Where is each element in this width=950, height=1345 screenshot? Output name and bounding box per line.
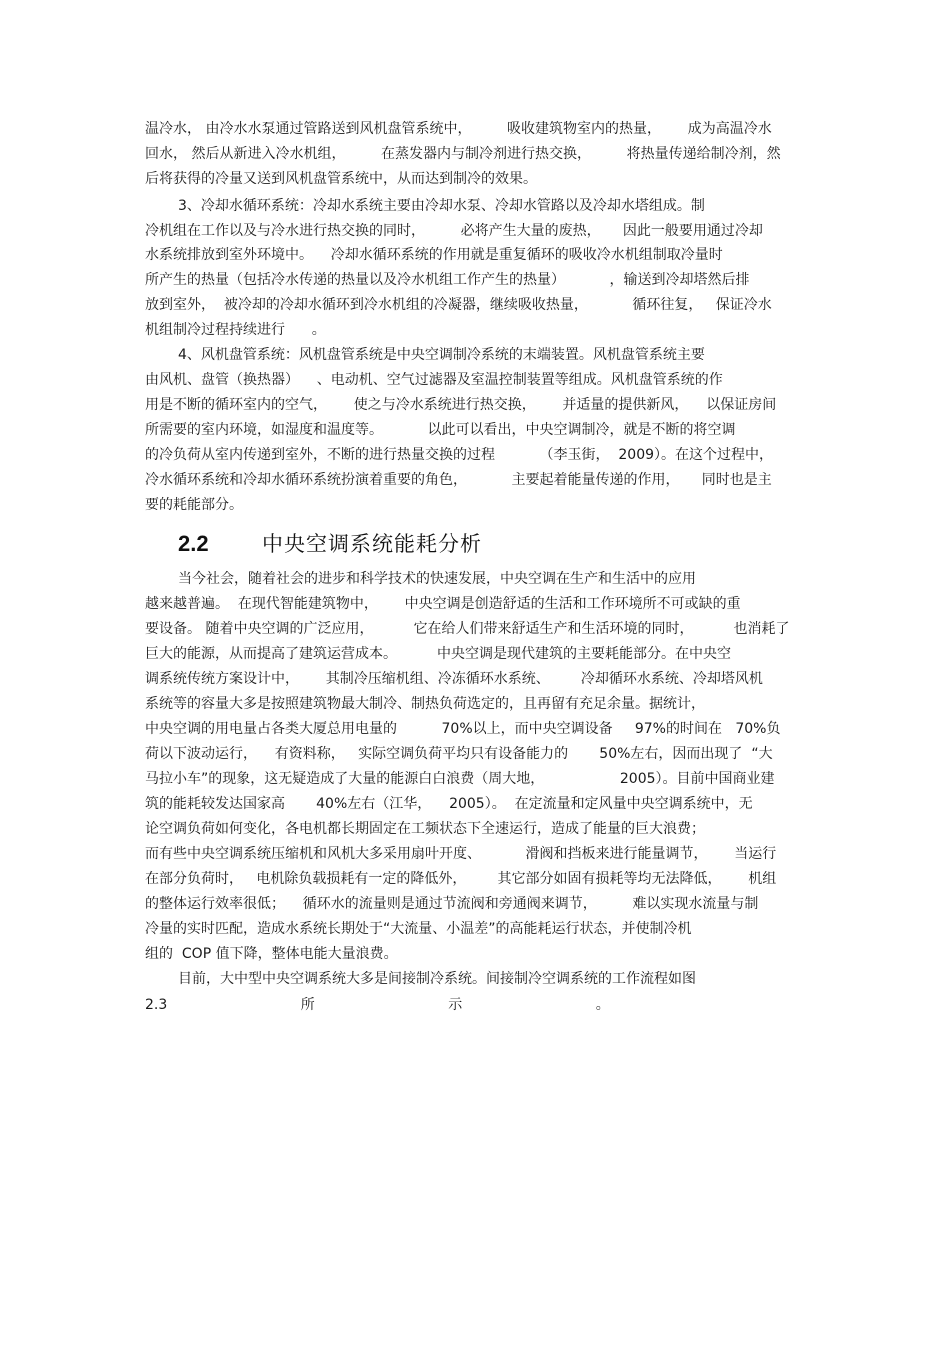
paragraph-line: 由风机、盘管（换热器） 、电动机、空气过滤器及室温控制装置等组成。风机盘管系统的作 xyxy=(145,372,723,388)
paragraph-line: 筑的能耗较发达国家高 40%左右（江华， 2005）。 在定流量和定风量中央空调系统中，无 xyxy=(145,796,753,812)
section-title: 中央空调系统能耗分析 xyxy=(262,532,482,556)
paragraph-line: 机组制冷过程持续进行 。 xyxy=(145,322,326,338)
paragraph-line: 系统等的容量大多是按照建筑物最大制冷、制热负荷选定的，且再留有充足余量。据统计， xyxy=(145,696,705,712)
paragraph-line: 的冷负荷从室内传递到室外，不断的进行热量交换的过程 （李玉街， 2009）。在这个过程中， xyxy=(145,447,774,463)
paragraph-line: 冷机组在工作以及与冷水进行热交换的同时， 必将产生大量的废热， 因此一般要用通过冷却 xyxy=(145,223,763,239)
paragraph-line: 所产生的热量（包括冷水传递的热量以及冷水机组工作产生的热量） ，输送到冷却塔然后排 xyxy=(145,272,750,288)
paragraph-line: 荷以下波动运行， 有资料称， 实际空调负荷平均只有设备能力的 50%左右，因而出现了 “大 xyxy=(145,746,773,762)
paragraph-line: 2.3 所 示 。 xyxy=(145,997,610,1013)
paragraph-line: 放到室外， 被冷却的冷却水循环到冷水机组的冷凝器，继续吸收热量， 循环往复， 保证冷水 xyxy=(145,297,772,313)
paragraph-line: 中央空调的用电量占各类大厦总用电量的 70%以上，而中央空调设备 97%的时间在 70%负 xyxy=(145,721,781,737)
paragraph-line: 用是不断的循环室内的空气， 使之与冷水系统进行热交换， 并适量的提供新风， 以保证房间 xyxy=(145,397,777,413)
paragraph-line: 要的耗能部分。 xyxy=(145,497,243,513)
paragraph-line: 冷量的实时匹配，造成水系统长期处于“大流量、小温差”的高能耗运行状态，并使制冷机 xyxy=(145,921,692,937)
paragraph-line: 越来越普遍。 在现代智能建筑物中， 中央空调是创造舒适的生活和工作环境所不可或缺的重 xyxy=(145,596,741,612)
paragraph-line: 目前，大中型中央空调系统大多是间接制冷系统。间接制冷空调系统的工作流程如图 xyxy=(178,971,696,987)
paragraph-line: 巨大的能源，从而提高了建筑运营成本。 中央空调是现代建筑的主要耗能部分。在中央空 xyxy=(145,646,732,662)
paragraph-line: 调系统传统方案设计中， 其制冷压缩机组、冷冻循环水系统、 冷却循环水系统、冷却塔风机 xyxy=(145,671,763,687)
paragraph-line: 水系统排放到室外环境中。 冷却水循环系统的作用就是重复循环的吸收冷水机组制取冷量时 xyxy=(145,247,723,263)
paragraph-line: 而有些中央空调系统压缩机和风机大多采用扇叶开度、 滑阀和挡板来进行能量调节， 当运行 xyxy=(145,846,777,862)
paragraph-line: 在部分负荷时， 电机除负载损耗有一定的降低外， 其它部分如固有损耗等均无法降低， 机组 xyxy=(145,871,777,887)
paragraph-line: 回水， 然后从新进入冷水机组， 在蒸发器内与制冷剂进行热交换， 将热量传递给制冷剂，然 xyxy=(145,146,781,162)
paragraph-line: 组的 COP 值下降，整体电能大量浪费。 xyxy=(145,946,398,962)
paragraph-line: 所需要的室内环境，如湿度和温度等。 以此可以看出，中央空调制冷，就是不断的将空调 xyxy=(145,422,736,438)
paragraph-line: 马拉小车”的现象，这无疑造成了大量的能源白白浪费（周大地， 2005）。目前中国商业建 xyxy=(145,771,775,787)
paragraph-line: 4、风机盘管系统：风机盘管系统是中央空调制冷系统的末端装置。风机盘管系统主要 xyxy=(178,347,705,363)
section-heading xyxy=(178,527,482,561)
paragraph-line: 3、冷却水循环系统：冷却水系统主要由冷却水泵、冷却水管路以及冷却水塔组成。制 xyxy=(178,198,705,214)
paragraph-line: 当今社会，随着社会的进步和科学技术的快速发展，中央空调在生产和生活中的应用 xyxy=(178,571,696,587)
paragraph-line: 后将获得的冷量又送到风机盘管系统中，从而达到制冷的效果。 xyxy=(145,171,537,187)
paragraph-line: 论空调负荷如何变化，各电机都长期固定在工频状态下全速运行，造成了能量的巨大浪费； xyxy=(145,821,705,837)
paragraph-line: 要设备。 随着中央空调的广泛应用， 它在给人们带来舒适生产和生活环境的同时， 也消耗了 xyxy=(145,621,790,637)
paragraph-line: 温冷水， 由冷水水泵通过管路送到风机盘管系统中， 吸收建筑物室内的热量， 成为高温冷水 xyxy=(145,121,772,137)
section-number: 2.2 xyxy=(178,531,209,556)
paragraph-line: 冷水循环系统和冷却水循环系统扮演着重要的角色， 主要起着能量传递的作用， 同时也是主 xyxy=(145,472,772,488)
paragraph-line: 的整体运行效率很低； 循环水的流量则是通过节流阀和旁通阀来调节， 难以实现水流量与制 xyxy=(145,896,759,912)
